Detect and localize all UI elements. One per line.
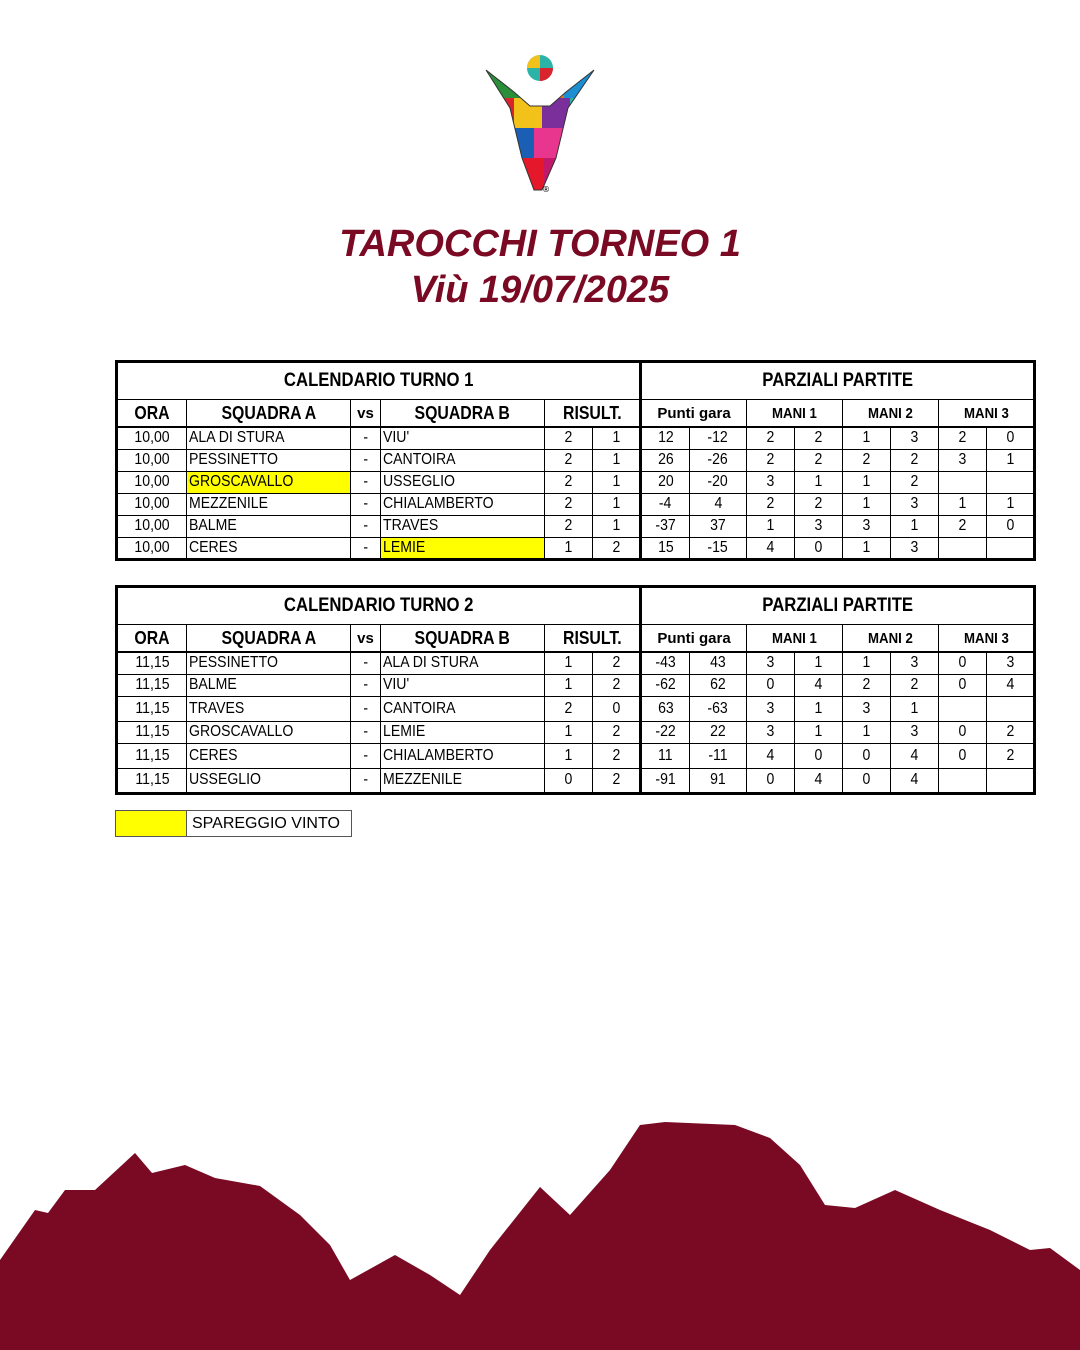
hand3-a-cell: 0 xyxy=(939,652,987,674)
hand3-a-cell: 0 xyxy=(939,721,987,743)
col-header-mani-1: MANI 1 xyxy=(747,625,843,653)
points-b-cell: -63 xyxy=(690,696,747,721)
time-cell: 11,15 xyxy=(117,721,187,743)
hand1-b-cell: 2 xyxy=(795,427,843,449)
hand1-b-cell: 1 xyxy=(795,652,843,674)
points-a-cell: 11 xyxy=(641,743,690,768)
time-cell: 11,15 xyxy=(117,743,187,768)
legend xyxy=(115,810,352,837)
calendar-heading: CALENDARIO TURNO 2 xyxy=(117,587,641,625)
hand3-b-cell: 2 xyxy=(987,721,1035,743)
hand1-b-cell: 4 xyxy=(795,674,843,696)
table-row xyxy=(117,471,1035,493)
hand1-b-cell: 2 xyxy=(795,493,843,515)
team-b-cell: LEMIE xyxy=(381,537,545,559)
time-cell: 10,00 xyxy=(117,493,187,515)
table-row xyxy=(117,674,1035,696)
points-b-cell: -12 xyxy=(690,427,747,449)
hand1-b-cell: 1 xyxy=(795,721,843,743)
col-header-mani-1: MANI 1 xyxy=(747,400,843,428)
vs-cell: - xyxy=(351,493,381,515)
hand2-b-cell: 4 xyxy=(891,743,939,768)
hand2-b-cell: 3 xyxy=(891,721,939,743)
team-b-cell: LEMIE xyxy=(381,721,545,743)
hand1-b-cell: 1 xyxy=(795,471,843,493)
hand3-b-cell: 4 xyxy=(987,674,1035,696)
hand1-b-cell: 0 xyxy=(795,537,843,559)
col-header-squadra-b: SQUADRA B xyxy=(381,400,545,428)
hand2-b-cell: 4 xyxy=(891,768,939,793)
schedule-table-turno-2 xyxy=(115,585,1036,795)
legend-swatch xyxy=(116,811,187,836)
hand1-a-cell: 0 xyxy=(747,768,795,793)
result-b-cell: 1 xyxy=(593,427,641,449)
team-a-cell: PESSINETTO xyxy=(187,449,351,471)
table-row xyxy=(117,743,1035,768)
svg-text:®: ® xyxy=(542,185,550,194)
team-a-cell: CERES xyxy=(187,743,351,768)
time-cell: 11,15 xyxy=(117,696,187,721)
hand2-b-cell: 3 xyxy=(891,493,939,515)
col-header-squadra-b: SQUADRA B xyxy=(381,625,545,653)
col-header-vs: vs xyxy=(351,625,381,653)
vs-cell: - xyxy=(351,652,381,674)
legend-label: SPAREGGIO VINTO xyxy=(192,815,340,832)
points-b-cell: 91 xyxy=(690,768,747,793)
hand3-a-cell: 2 xyxy=(939,515,987,537)
vs-cell: - xyxy=(351,471,381,493)
hand1-a-cell: 2 xyxy=(747,427,795,449)
result-b-cell: 2 xyxy=(593,721,641,743)
hand2-a-cell: 1 xyxy=(843,471,891,493)
hand2-a-cell: 0 xyxy=(843,768,891,793)
result-b-cell: 0 xyxy=(593,696,641,721)
points-b-cell: 43 xyxy=(690,652,747,674)
hand2-a-cell: 3 xyxy=(843,696,891,721)
result-a-cell: 1 xyxy=(545,537,593,559)
col-header-mani-2: MANI 2 xyxy=(843,625,939,653)
hand1-a-cell: 3 xyxy=(747,652,795,674)
points-a-cell: 63 xyxy=(641,696,690,721)
page-subtitle-date: Viù 19/07/2025 xyxy=(410,269,670,311)
hand3-a-cell xyxy=(939,696,987,721)
hand3-b-cell: 1 xyxy=(987,493,1035,515)
time-cell: 10,00 xyxy=(117,471,187,493)
time-cell: 11,15 xyxy=(117,674,187,696)
vs-cell: - xyxy=(351,696,381,721)
hand3-a-cell: 2 xyxy=(939,427,987,449)
hand3-a-cell xyxy=(939,471,987,493)
time-cell: 10,00 xyxy=(117,427,187,449)
team-b-cell: USSEGLIO xyxy=(381,471,545,493)
team-a-cell: GROSCAVALLO xyxy=(187,471,351,493)
team-a-cell: BALME xyxy=(187,674,351,696)
hand2-b-cell: 3 xyxy=(891,537,939,559)
result-b-cell: 1 xyxy=(593,515,641,537)
hand1-b-cell: 1 xyxy=(795,696,843,721)
points-b-cell: 37 xyxy=(690,515,747,537)
result-a-cell: 2 xyxy=(545,427,593,449)
vs-cell: - xyxy=(351,449,381,471)
hand1-b-cell: 2 xyxy=(795,449,843,471)
points-a-cell: -22 xyxy=(641,721,690,743)
hand3-b-cell xyxy=(987,537,1035,559)
hand2-a-cell: 0 xyxy=(843,743,891,768)
hand1-a-cell: 1 xyxy=(747,515,795,537)
hand1-b-cell: 0 xyxy=(795,743,843,768)
hand3-b-cell xyxy=(987,768,1035,793)
vs-cell: - xyxy=(351,427,381,449)
points-a-cell: -91 xyxy=(641,768,690,793)
hand2-b-cell: 1 xyxy=(891,515,939,537)
hand1-b-cell: 4 xyxy=(795,768,843,793)
table-row xyxy=(117,515,1035,537)
puzzle-figure-logo xyxy=(484,48,596,196)
team-a-cell: TRAVES xyxy=(187,696,351,721)
table-row xyxy=(117,652,1035,674)
vs-cell: - xyxy=(351,743,381,768)
calendar-heading: CALENDARIO TURNO 1 xyxy=(117,362,641,400)
col-header-mani-2: MANI 2 xyxy=(843,400,939,428)
team-a-cell: MEZZENILE xyxy=(187,493,351,515)
time-cell: 10,00 xyxy=(117,515,187,537)
hand2-b-cell: 2 xyxy=(891,674,939,696)
hand3-b-cell: 2 xyxy=(987,743,1035,768)
hand2-a-cell: 2 xyxy=(843,674,891,696)
hand1-a-cell: 3 xyxy=(747,696,795,721)
schedule-table-turno-1 xyxy=(115,360,1036,561)
time-cell: 10,00 xyxy=(117,449,187,471)
result-a-cell: 0 xyxy=(545,768,593,793)
team-a-cell: GROSCAVALLO xyxy=(187,721,351,743)
team-b-cell: CANTOIRA xyxy=(381,696,545,721)
result-a-cell: 2 xyxy=(545,696,593,721)
points-b-cell: -15 xyxy=(690,537,747,559)
result-b-cell: 2 xyxy=(593,674,641,696)
hand3-a-cell: 0 xyxy=(939,743,987,768)
hand2-b-cell: 1 xyxy=(891,696,939,721)
team-b-cell: CHIALAMBERTO xyxy=(381,493,545,515)
result-b-cell: 1 xyxy=(593,493,641,515)
col-header-mani-3: MANI 3 xyxy=(939,625,1035,653)
points-a-cell: 12 xyxy=(641,427,690,449)
hand2-b-cell: 3 xyxy=(891,427,939,449)
result-a-cell: 1 xyxy=(545,652,593,674)
hand2-a-cell: 3 xyxy=(843,515,891,537)
page-title: TAROCCHI TORNEO 1 xyxy=(339,223,741,265)
vs-cell: - xyxy=(351,721,381,743)
result-b-cell: 2 xyxy=(593,743,641,768)
hand3-b-cell: 0 xyxy=(987,515,1035,537)
col-header-risultato: RISULT. xyxy=(545,625,641,653)
hand2-a-cell: 1 xyxy=(843,537,891,559)
col-header-punti-gara: Punti gara xyxy=(641,625,747,653)
hand3-a-cell: 1 xyxy=(939,493,987,515)
table-row xyxy=(117,427,1035,449)
team-b-cell: MEZZENILE xyxy=(381,768,545,793)
hand1-a-cell: 4 xyxy=(747,743,795,768)
team-b-cell: CHIALAMBERTO xyxy=(381,743,545,768)
points-a-cell: 20 xyxy=(641,471,690,493)
points-a-cell: -43 xyxy=(641,652,690,674)
hand3-a-cell xyxy=(939,768,987,793)
result-b-cell: 2 xyxy=(593,768,641,793)
hand3-b-cell xyxy=(987,471,1035,493)
table-row xyxy=(117,768,1035,793)
points-a-cell: -37 xyxy=(641,515,690,537)
time-cell: 11,15 xyxy=(117,768,187,793)
points-b-cell: 62 xyxy=(690,674,747,696)
hand3-b-cell: 3 xyxy=(987,652,1035,674)
mountain-silhouette xyxy=(0,1100,1080,1350)
points-a-cell: 15 xyxy=(641,537,690,559)
points-a-cell: -62 xyxy=(641,674,690,696)
hand2-a-cell: 1 xyxy=(843,493,891,515)
partial-results-heading: PARZIALI PARTITE xyxy=(641,362,1035,400)
hand1-a-cell: 3 xyxy=(747,721,795,743)
result-b-cell: 2 xyxy=(593,652,641,674)
result-a-cell: 2 xyxy=(545,449,593,471)
hand3-b-cell xyxy=(987,696,1035,721)
col-header-ora: ORA xyxy=(117,400,187,428)
points-b-cell: -20 xyxy=(690,471,747,493)
team-b-cell: TRAVES xyxy=(381,515,545,537)
partial-results-heading: PARZIALI PARTITE xyxy=(641,587,1035,625)
hand2-a-cell: 2 xyxy=(843,449,891,471)
result-a-cell: 2 xyxy=(545,515,593,537)
result-a-cell: 1 xyxy=(545,674,593,696)
table-row xyxy=(117,696,1035,721)
hand3-b-cell: 0 xyxy=(987,427,1035,449)
vs-cell: - xyxy=(351,674,381,696)
table-row xyxy=(117,537,1035,559)
result-b-cell: 2 xyxy=(593,537,641,559)
hand3-a-cell: 0 xyxy=(939,674,987,696)
team-b-cell: ALA DI STURA xyxy=(381,652,545,674)
hand2-a-cell: 1 xyxy=(843,652,891,674)
result-b-cell: 1 xyxy=(593,449,641,471)
team-a-cell: CERES xyxy=(187,537,351,559)
hand1-a-cell: 4 xyxy=(747,537,795,559)
team-a-cell: BALME xyxy=(187,515,351,537)
time-cell: 10,00 xyxy=(117,537,187,559)
vs-cell: - xyxy=(351,768,381,793)
hand2-b-cell: 2 xyxy=(891,449,939,471)
result-a-cell: 1 xyxy=(545,743,593,768)
table-row xyxy=(117,449,1035,471)
col-header-squadra-a: SQUADRA A xyxy=(187,625,351,653)
result-a-cell: 2 xyxy=(545,493,593,515)
team-a-cell: USSEGLIO xyxy=(187,768,351,793)
hand1-a-cell: 3 xyxy=(747,471,795,493)
vs-cell: - xyxy=(351,515,381,537)
result-a-cell: 1 xyxy=(545,721,593,743)
col-header-punti-gara: Punti gara xyxy=(641,400,747,428)
team-b-cell: CANTOIRA xyxy=(381,449,545,471)
points-b-cell: 22 xyxy=(690,721,747,743)
time-cell: 11,15 xyxy=(117,652,187,674)
hand1-a-cell: 2 xyxy=(747,449,795,471)
team-a-cell: PESSINETTO xyxy=(187,652,351,674)
table-row xyxy=(117,493,1035,515)
col-header-risultato: RISULT. xyxy=(545,400,641,428)
points-a-cell: -4 xyxy=(641,493,690,515)
points-b-cell: -26 xyxy=(690,449,747,471)
vs-cell: - xyxy=(351,537,381,559)
hand2-b-cell: 2 xyxy=(891,471,939,493)
hand2-a-cell: 1 xyxy=(843,721,891,743)
hand2-b-cell: 3 xyxy=(891,652,939,674)
hand3-a-cell: 3 xyxy=(939,449,987,471)
points-b-cell: -11 xyxy=(690,743,747,768)
hand1-a-cell: 0 xyxy=(747,674,795,696)
col-header-ora: ORA xyxy=(117,625,187,653)
team-a-cell: ALA DI STURA xyxy=(187,427,351,449)
hand3-b-cell: 1 xyxy=(987,449,1035,471)
col-header-vs: vs xyxy=(351,400,381,428)
hand1-a-cell: 2 xyxy=(747,493,795,515)
points-b-cell: 4 xyxy=(690,493,747,515)
team-b-cell: VIU' xyxy=(381,674,545,696)
col-header-squadra-a: SQUADRA A xyxy=(187,400,351,428)
result-b-cell: 1 xyxy=(593,471,641,493)
hand3-a-cell xyxy=(939,537,987,559)
col-header-mani-3: MANI 3 xyxy=(939,400,1035,428)
points-a-cell: 26 xyxy=(641,449,690,471)
table-row xyxy=(117,721,1035,743)
team-b-cell: VIU' xyxy=(381,427,545,449)
result-a-cell: 2 xyxy=(545,471,593,493)
hand2-a-cell: 1 xyxy=(843,427,891,449)
hand1-b-cell: 3 xyxy=(795,515,843,537)
